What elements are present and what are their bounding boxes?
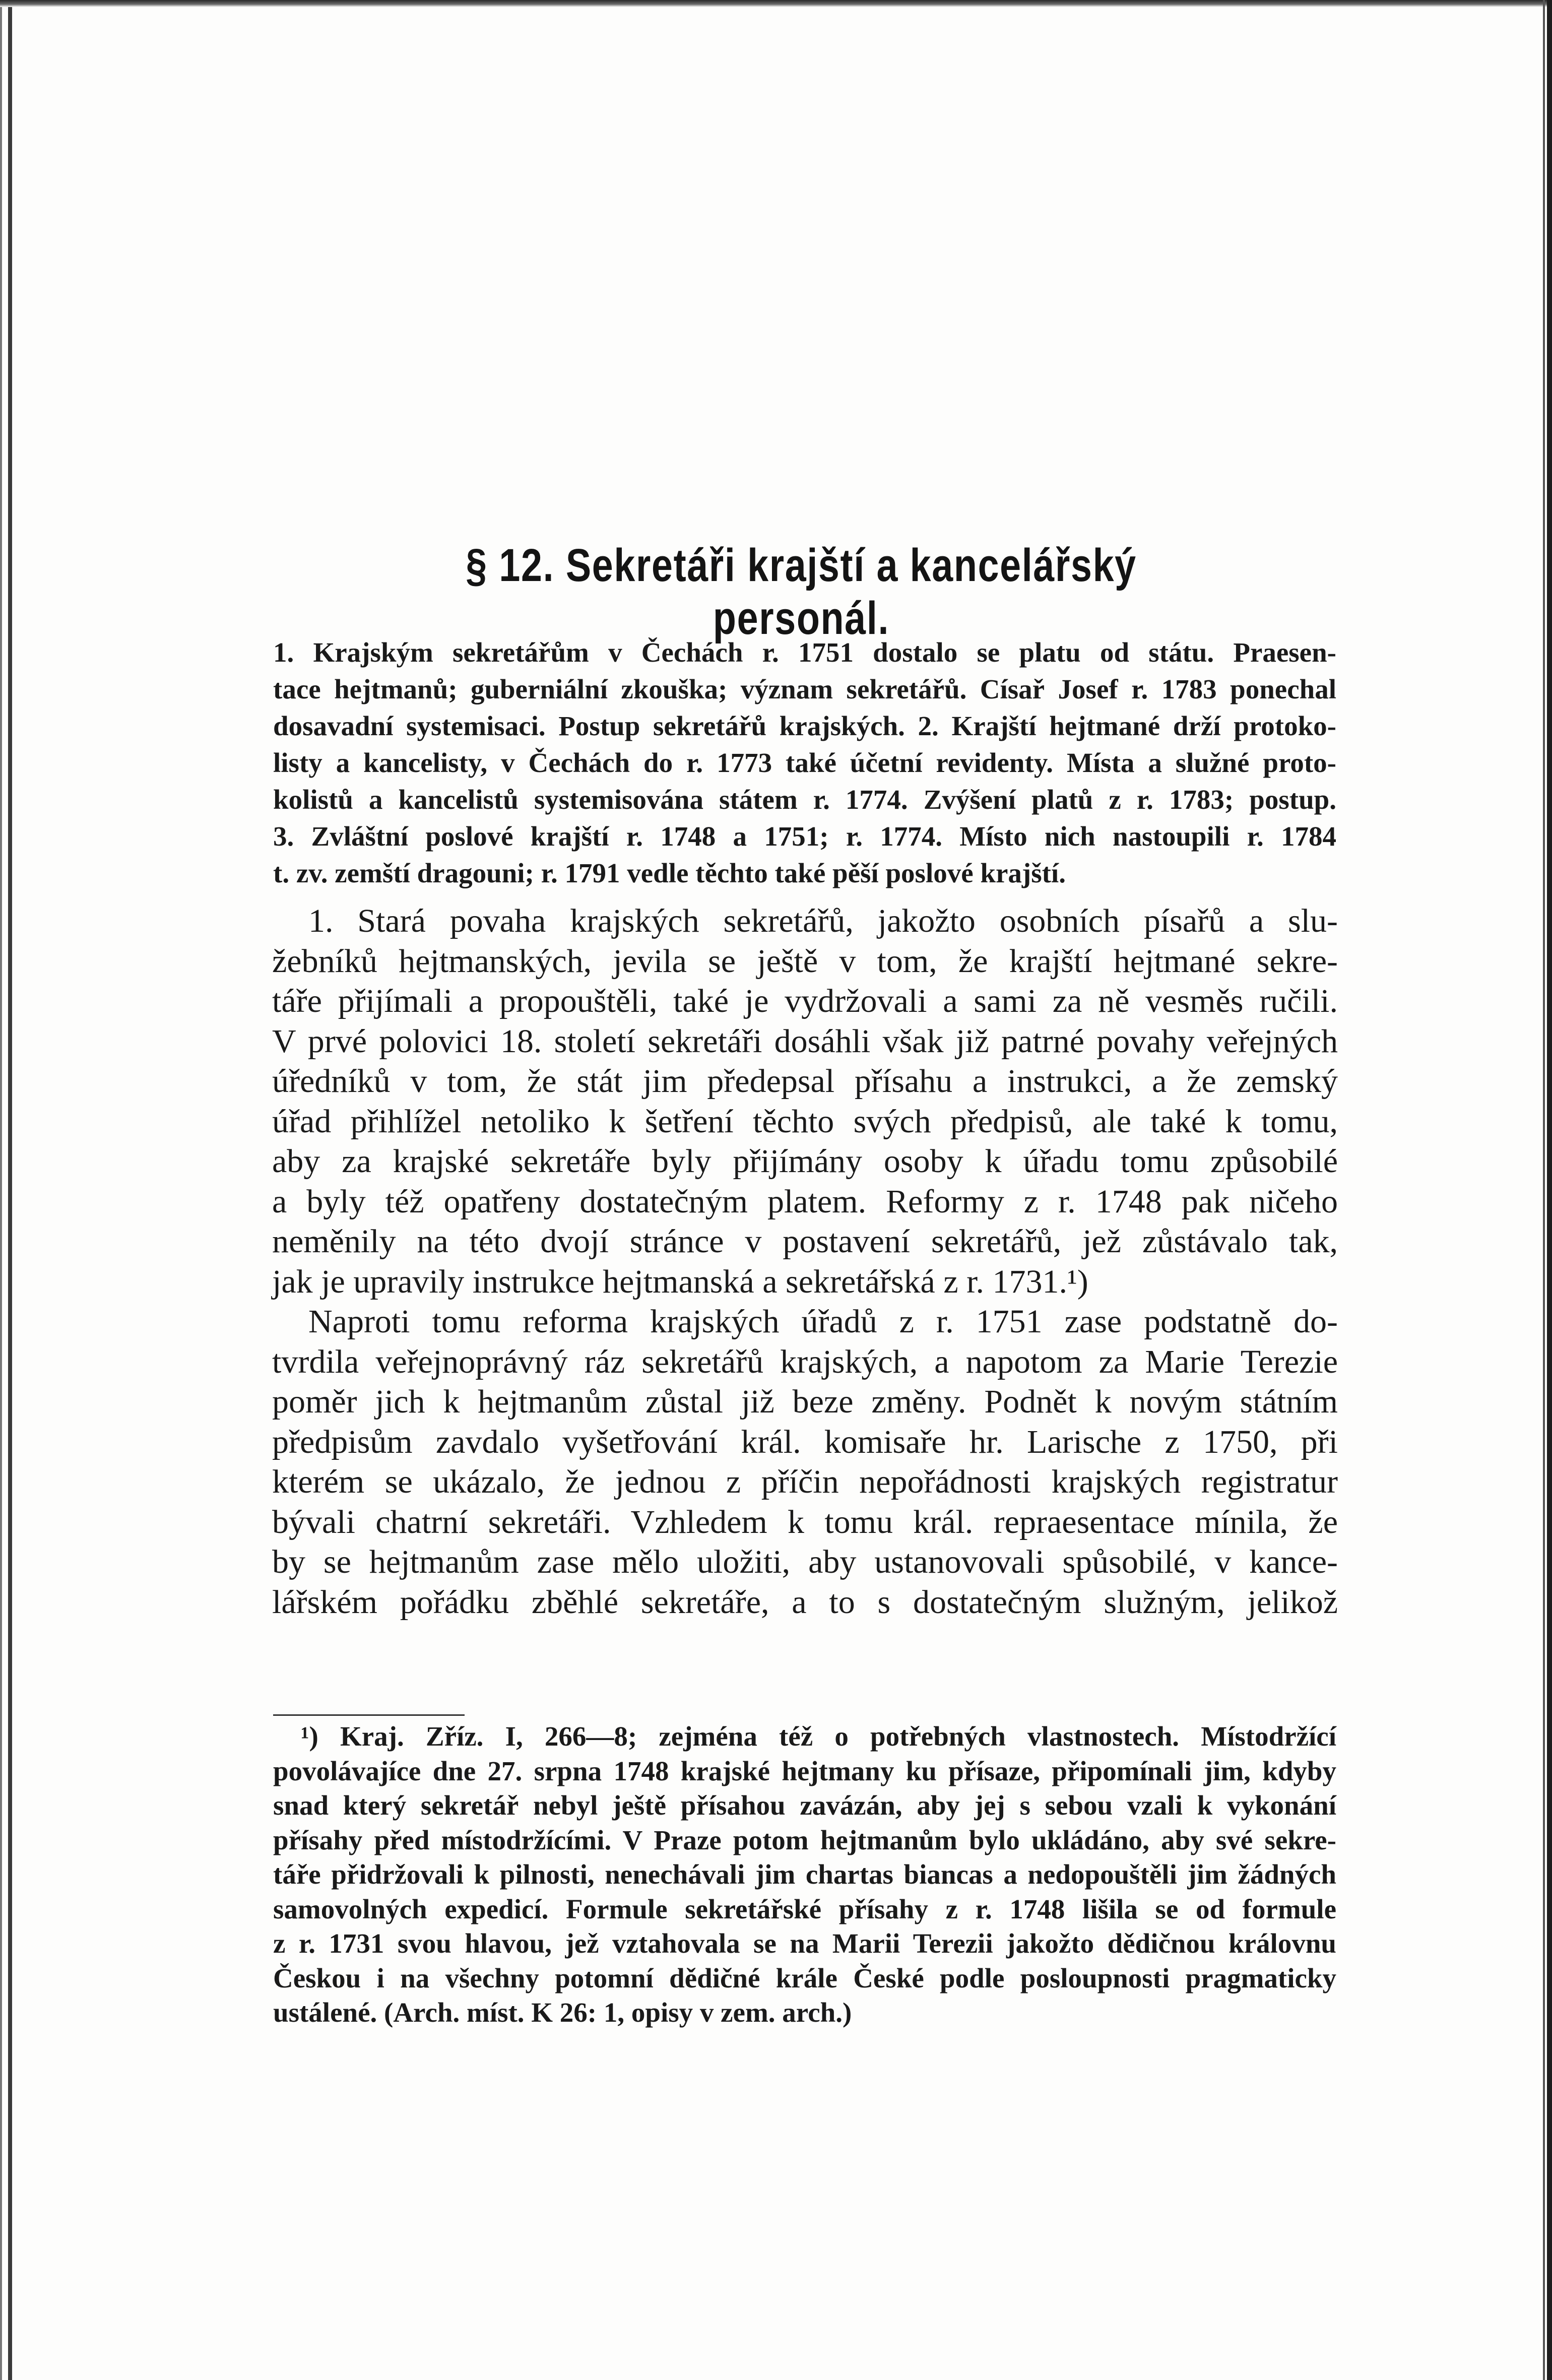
body-line: tvrdila veřejnoprávný ráz sekretářů krajských, a napotom za Marie Terezie	[272, 1343, 1338, 1380]
body-line: a byly též opatřeny dostatečným platem. Reformy z r. 1748 pak ničeho	[272, 1183, 1338, 1220]
body-line: úřad přihlížel netoliko k šetření těchto svých předpisů, ale také k tomu,	[272, 1103, 1338, 1140]
summary-line: kolistů a kancelistů systemisována státem r. 1774. Zvýšení platů z r. 1783; postup.	[273, 784, 1336, 815]
footnote-line: ¹) Kraj. Zříz. I, 266—8; zejména též o potřebných vlastnostech. Místodržící	[301, 1721, 1336, 1752]
footnote-line: povolávajíce dne 27. srpna 1748 krajské hejtmany ku přísaze, připomínali jim, kdyby	[273, 1755, 1336, 1786]
footnote-line: snad který sekretář nebyl ještě přísahou zavázán, aby jej s sebou vzali k vykonání	[273, 1790, 1336, 1821]
body-line: bývali chatrní sekretáři. Vzhledem k tomu král. repraesentace mínila, že	[272, 1503, 1338, 1540]
body-line: lářském pořádku zběhlé sekretáře, a to s dostatečným služným, jelikož	[272, 1583, 1338, 1621]
body-text	[272, 901, 1338, 1622]
body-line: by se hejtmanům zase mělo uložiti, aby ustanovovali spůsobilé, v kance-	[272, 1543, 1338, 1580]
summary-line: t. zv. zemští dragouni; r. 1791 vedle těchto také pěší poslové krajští.	[273, 858, 1066, 888]
body-line: úředníků v tom, že stát jim předepsal přísahu a instrukci, a že zemský	[272, 1063, 1338, 1100]
body-line: aby za krajské sekretáře byly přijímány osoby k úřadu tomu způsobilé	[272, 1143, 1338, 1180]
body-line: žebníků hejtmanských, jevila se ještě v tom, že krajští hejtmané sekre-	[272, 942, 1338, 980]
footnote-line: z r. 1731 svou hlavou, jež vztahovala se na Marii Terezii jakožto dědičnou královnu	[273, 1928, 1336, 1959]
body-line: kterém se ukázalo, že jednou z příčin nepořádnosti krajských registratur	[272, 1463, 1338, 1500]
scan-edge-left	[8, 7, 12, 2380]
body-line: Naproti tomu reforma krajských úřadů z r. 1751 zase podstatně do-	[308, 1303, 1338, 1340]
body-line: neměnily na této dvojí stránce v postavení sekretářů, jež zůstávalo tak,	[272, 1223, 1338, 1260]
scan-edge-right-inner	[1543, 0, 1545, 2380]
scan-edge-right	[1547, 0, 1552, 2380]
footnote-line: přísahy před místodržícími. V Praze potom hejtmanům bylo ukládáno, aby své sekre-	[273, 1824, 1336, 1855]
summary-line: listy a kancelisty, v Čechách do r. 1773 také účetní revidenty. Místa a služné proto-	[273, 747, 1336, 778]
summary-line: 3. Zvláštní poslové krajští r. 1748 a 1751; r. 1774. Místo nich nastoupili r. 1784	[273, 821, 1336, 852]
summary-line: tace hejtmanů; guberniální zkouška; význam sekretářů. Císař Josef r. 1783 ponechal	[273, 674, 1336, 704]
body-line: 1. Stará povaha krajských sekretářů, jakožto osobních písařů a slu-	[308, 903, 1338, 939]
footnote-line: samovolných expedicí. Formule sekretářské přísahy z r. 1748 lišila se od formule	[273, 1893, 1336, 1924]
body-line: předpisům zavdalo vyšetřování král. komisaře hr. Larische z 1750, při	[272, 1423, 1338, 1460]
summary-line: dosavadní systemisaci. Postup sekretářů krajských. 2. Krajští hejtmané drží protoko-	[273, 711, 1336, 741]
footnote-line: Českou i na všechny potomní dědičné krále České podle posloupnosti pragmaticky	[273, 1962, 1336, 1993]
section-heading: § 12. Sekretáři krajští a kancelářský personál.	[466, 540, 1137, 644]
footnote-divider	[273, 1714, 465, 1716]
summary-line: 1. Krajským sekretářům v Čechách r. 1751 dostalo se platu od státu. Praesen-	[273, 637, 1336, 668]
footnotes	[273, 1719, 1336, 2030]
footnote-line: táře přidržovali k pilnosti, nenechávali jim chartas biancas a nedopouštěli jim žádných	[273, 1859, 1336, 1890]
body-line: V prvé polovici 18. století sekretáři dosáhli však již patrné povahy veřejných	[272, 1022, 1338, 1060]
scan-edge-top	[0, 0, 1552, 7]
body-line: poměr jich k hejtmanům zůstal již beze změny. Podnět k novým státním	[272, 1383, 1338, 1420]
body-line: jak je upravily instrukce hejtmanská a sekretářská z r. 1731.¹)	[272, 1263, 1088, 1300]
footnote-line: ustálené. (Arch. míst. K 26: 1, opisy v zem. arch.)	[273, 1997, 852, 2028]
scan-edge-left-outer	[0, 7, 2, 2380]
body-line: táře přijímali a propouštěli, také je vydržovali a sami za ně vesměs ručili.	[272, 983, 1338, 1019]
section-summary	[273, 634, 1336, 891]
